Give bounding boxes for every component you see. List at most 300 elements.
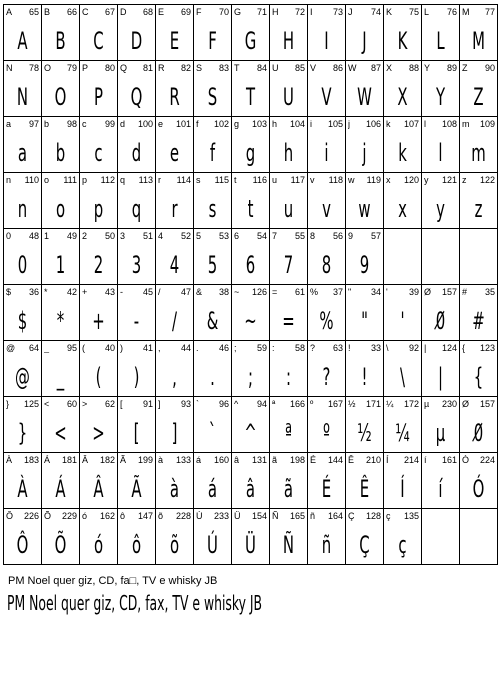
glyph-sample: q xyxy=(131,194,142,223)
glyph-cell xyxy=(421,340,459,396)
glyph-char-label: " xyxy=(348,287,352,297)
glyph-label xyxy=(424,7,457,17)
glyph-label xyxy=(120,119,153,129)
glyph-char-label: g xyxy=(234,119,240,129)
glyph-label xyxy=(272,343,305,353)
glyph-code-label: 45 xyxy=(142,287,153,297)
glyph-code-label: 61 xyxy=(294,287,305,297)
glyph-label xyxy=(196,231,229,241)
glyph-code-label: 44 xyxy=(180,343,191,353)
glyph-code-label: 100 xyxy=(137,119,153,129)
glyph-sample: g xyxy=(245,138,256,167)
glyph-char-label: # xyxy=(462,287,468,297)
glyph-cell xyxy=(269,508,307,565)
glyph-cell xyxy=(269,4,307,60)
glyph-sample: V xyxy=(321,82,332,111)
glyph-code-label: 39 xyxy=(408,287,419,297)
glyph-sample: s xyxy=(208,194,217,223)
glyph-code-label: 34 xyxy=(370,287,381,297)
glyph-code-label: 103 xyxy=(251,119,267,129)
glyph-cell xyxy=(269,172,307,228)
glyph-code-label: 57 xyxy=(370,231,381,241)
glyph-char-label: M xyxy=(462,7,470,17)
glyph-char-label: ¼ xyxy=(386,399,394,409)
glyph-char-label: { xyxy=(462,343,466,353)
glyph-code-label: 119 xyxy=(366,175,381,185)
glyph-sample: Ü xyxy=(245,530,256,559)
glyph-code-label: 51 xyxy=(142,231,153,241)
glyph-cell xyxy=(231,60,269,116)
glyph-char-label: d xyxy=(120,119,126,129)
glyph-label xyxy=(348,63,381,73)
glyph-label xyxy=(462,7,495,17)
glyph-code-label: 53 xyxy=(218,231,229,241)
glyph-code-label: 182 xyxy=(99,455,115,465)
glyph-sample: L xyxy=(436,26,445,55)
glyph-cell xyxy=(155,4,193,60)
glyph-label xyxy=(462,175,495,185)
glyph-sample: D xyxy=(130,26,143,55)
glyph-sample: - xyxy=(133,306,140,335)
glyph-cell xyxy=(193,508,231,565)
glyph-code-label: 128 xyxy=(365,511,381,521)
glyph-code-label: 109 xyxy=(479,119,495,129)
glyph-cell xyxy=(345,508,383,565)
glyph-char-label: C xyxy=(82,7,89,17)
glyph-sample: à xyxy=(169,474,180,503)
glyph-sample: H xyxy=(282,26,295,55)
glyph-cell xyxy=(79,284,117,340)
glyph-label xyxy=(310,63,343,73)
glyph-sample: ô xyxy=(131,530,142,559)
glyph-char-label: = xyxy=(272,287,278,297)
glyph-cell xyxy=(459,284,498,340)
glyph-sample: ; xyxy=(247,362,254,391)
glyph-sample: 4 xyxy=(169,250,180,279)
glyph-char-label: p xyxy=(82,175,88,185)
glyph-code-label: 89 xyxy=(446,63,457,73)
glyph-cell xyxy=(117,452,155,508)
glyph-label xyxy=(120,175,153,185)
glyph-label xyxy=(272,175,305,185)
glyph-char-label: ç xyxy=(386,511,391,521)
glyph-code-label: 80 xyxy=(104,63,115,73)
glyph-label xyxy=(120,511,153,521)
glyph-cell xyxy=(155,172,193,228)
glyph-code-label: 83 xyxy=(218,63,229,73)
glyph-char-label: + xyxy=(82,287,88,297)
glyph-label xyxy=(6,455,39,465)
glyph-sample: Z xyxy=(473,82,484,111)
glyph-label xyxy=(462,287,495,297)
glyph-code-label: 105 xyxy=(327,119,343,129)
glyph-sample: Í xyxy=(400,474,405,503)
glyph-cell xyxy=(421,284,459,340)
glyph-label xyxy=(44,399,77,409)
glyph-cell xyxy=(231,116,269,172)
glyph-code-label: 64 xyxy=(28,343,39,353)
glyph-char-label: 6 xyxy=(234,231,240,241)
glyph-char-label: 3 xyxy=(120,231,126,241)
glyph-char-label: * xyxy=(44,287,48,297)
glyph-cell xyxy=(193,172,231,228)
glyph-cell xyxy=(345,284,383,340)
glyph-label xyxy=(158,63,191,73)
glyph-char-label: K xyxy=(386,7,393,17)
glyph-code-label: 154 xyxy=(251,511,267,521)
glyph-char-label: l xyxy=(424,119,426,129)
glyph-label xyxy=(424,343,457,353)
glyph-cell xyxy=(193,452,231,508)
glyph-char-label: G xyxy=(234,7,242,17)
glyph-sample: { xyxy=(473,362,484,391)
glyph-sample: # xyxy=(472,306,485,335)
glyph-label xyxy=(6,511,39,521)
glyph-label xyxy=(348,399,381,409)
glyph-cell xyxy=(383,172,421,228)
glyph-sample: m xyxy=(471,138,486,167)
glyph-code-label: 135 xyxy=(403,511,419,521)
glyph-label xyxy=(424,455,457,465)
glyph-code-label: 72 xyxy=(294,7,305,17)
glyph-label xyxy=(462,455,495,465)
glyph-sample: Õ xyxy=(54,530,67,559)
glyph-cell xyxy=(155,396,193,452)
glyph-label xyxy=(348,287,381,297)
glyph-code-label: 86 xyxy=(332,63,343,73)
glyph-sample xyxy=(391,245,414,284)
glyph-label xyxy=(234,175,267,185)
glyph-cell xyxy=(155,60,193,116)
glyph-label xyxy=(196,287,229,297)
glyph-sample: u xyxy=(283,194,294,223)
glyph-cell xyxy=(155,284,193,340)
glyph-char-label: V xyxy=(310,63,317,73)
glyph-label xyxy=(158,287,191,297)
glyph-char-label: ( xyxy=(82,343,85,353)
glyph-label xyxy=(310,175,343,185)
glyph-code-label: 75 xyxy=(408,7,419,17)
glyph-code-label: 172 xyxy=(403,399,419,409)
glyph-code-label: 77 xyxy=(484,7,495,17)
glyph-code-label: 133 xyxy=(175,455,191,465)
glyph-char-label: / xyxy=(158,287,161,297)
glyph-sample: e xyxy=(169,138,180,167)
glyph-code-label: 110 xyxy=(24,175,39,185)
glyph-code-label: 66 xyxy=(66,7,77,17)
glyph-sample: Q xyxy=(130,82,143,111)
glyph-cell xyxy=(459,228,498,284)
glyph-sample: @ xyxy=(15,362,30,391)
glyph-code-label: 59 xyxy=(256,343,267,353)
glyph-label xyxy=(44,287,77,297)
glyph-cell xyxy=(421,4,459,60)
glyph-char-label: k xyxy=(386,119,391,129)
glyph-cell xyxy=(307,508,345,565)
glyph-cell xyxy=(269,452,307,508)
glyph-code-label: 71 xyxy=(256,7,267,17)
glyph-label xyxy=(272,511,305,521)
glyph-char-label: Ú xyxy=(196,511,203,521)
glyph-label xyxy=(310,399,343,409)
glyph-char-label: A xyxy=(6,7,13,17)
glyph-sample: À xyxy=(17,474,28,503)
glyph-cell xyxy=(307,452,345,508)
glyph-char-label: W xyxy=(348,63,357,73)
glyph-label xyxy=(44,119,77,129)
glyph-label xyxy=(82,511,115,521)
glyph-cell xyxy=(459,172,498,228)
glyph-sample: Ê xyxy=(359,474,370,503)
glyph-sample: b xyxy=(55,138,66,167)
glyph-code-label: 91 xyxy=(142,399,153,409)
glyph-sample: ½ xyxy=(357,418,372,447)
glyph-char-label: Ó xyxy=(462,455,470,465)
glyph-char-label: Z xyxy=(462,63,468,73)
glyph-code-label: 52 xyxy=(180,231,191,241)
glyph-code-label: 228 xyxy=(175,511,191,521)
glyph-char-label: Í xyxy=(386,455,389,465)
glyph-label xyxy=(234,399,267,409)
glyph-sample: t xyxy=(247,194,254,223)
glyph-char-label: b xyxy=(44,119,50,129)
glyph-code-label: 33 xyxy=(370,343,381,353)
glyph-cell xyxy=(79,4,117,60)
glyph-sample: _ xyxy=(56,362,65,391)
glyph-sample: , xyxy=(172,362,177,391)
glyph-label xyxy=(82,287,115,297)
glyph-label xyxy=(424,119,457,129)
glyph-label xyxy=(310,511,343,521)
glyph-char-label: J xyxy=(348,7,353,17)
glyph-sample: E xyxy=(169,26,180,55)
glyph-sample: õ xyxy=(169,530,180,559)
glyph-sample: = xyxy=(282,306,295,335)
glyph-cell xyxy=(421,452,459,508)
glyph-label xyxy=(348,455,381,465)
glyph-code-label: 107 xyxy=(403,119,419,129)
glyph-code-label: 84 xyxy=(256,63,267,73)
glyph-cell xyxy=(79,340,117,396)
glyph-code-label: 90 xyxy=(484,63,495,73)
glyph-cell xyxy=(421,396,459,452)
glyph-char-label: t xyxy=(234,175,237,185)
glyph-sample: \ xyxy=(399,362,406,391)
glyph-char-label: ^ xyxy=(234,399,239,409)
glyph-cell xyxy=(117,116,155,172)
glyph-char-label: À xyxy=(6,455,13,465)
glyph-cell xyxy=(3,452,41,508)
glyph-code-label: 40 xyxy=(104,343,115,353)
glyph-sample: z xyxy=(474,194,483,223)
glyph-sample: Á xyxy=(55,474,66,503)
glyph-label xyxy=(310,343,343,353)
glyph-char-label: w xyxy=(348,175,355,185)
glyph-label xyxy=(82,175,115,185)
glyph-sample: C xyxy=(93,26,104,55)
glyph-cell xyxy=(307,4,345,60)
glyph-label xyxy=(44,175,77,185)
glyph-cell xyxy=(193,396,231,452)
glyph-sample: 7 xyxy=(283,250,294,279)
glyph-label xyxy=(424,175,457,185)
glyph-char-label: B xyxy=(44,7,51,17)
glyph-label xyxy=(272,7,305,17)
glyph-sample: 2 xyxy=(93,250,104,279)
glyph-cell xyxy=(79,228,117,284)
glyph-cell xyxy=(383,396,421,452)
glyph-code-label: 164 xyxy=(327,511,343,521)
glyph-char-label: Ñ xyxy=(272,511,279,521)
glyph-code-label: 50 xyxy=(104,231,115,241)
glyph-sample: F xyxy=(208,26,217,55)
glyph-cell xyxy=(459,60,498,116)
glyph-cell xyxy=(117,284,155,340)
glyph-cell xyxy=(269,116,307,172)
glyph-char-label: Y xyxy=(424,63,431,73)
glyph-code-label: 102 xyxy=(213,119,229,129)
glyph-code-label: 96 xyxy=(218,399,229,409)
glyph-sample: µ xyxy=(435,418,446,447)
glyph-label xyxy=(196,343,229,353)
glyph-label xyxy=(386,343,419,353)
glyph-cell xyxy=(421,116,459,172)
glyph-label xyxy=(424,287,457,297)
glyph-cell xyxy=(3,284,41,340)
glyph-cell xyxy=(269,340,307,396)
glyph-char-label: ñ xyxy=(310,511,316,521)
glyph-sample: 5 xyxy=(207,250,218,279)
glyph-label xyxy=(348,119,381,129)
glyph-code-label: 124 xyxy=(441,343,457,353)
glyph-code-label: 70 xyxy=(218,7,229,17)
glyph-cell xyxy=(345,452,383,508)
glyph-char-label: X xyxy=(386,63,393,73)
glyph-code-label: 117 xyxy=(290,175,305,185)
glyph-cell xyxy=(269,228,307,284)
glyph-label xyxy=(196,63,229,73)
glyph-code-label: 54 xyxy=(256,231,267,241)
glyph-char-label: 9 xyxy=(348,231,354,241)
glyph-cell xyxy=(41,508,79,565)
glyph-char-label: à xyxy=(158,455,164,465)
glyph-label xyxy=(462,343,495,353)
glyph-cell xyxy=(41,452,79,508)
glyph-cell xyxy=(345,116,383,172)
glyph-cell xyxy=(459,340,498,396)
glyph-label xyxy=(310,455,343,465)
glyph-label xyxy=(310,119,343,129)
glyph-cell xyxy=(459,396,498,452)
glyph-char-label: > xyxy=(82,399,88,409)
glyph-sample: y xyxy=(436,194,445,223)
glyph-sample: 0̸ xyxy=(473,418,484,447)
glyph-cell xyxy=(79,508,117,565)
glyph-cell xyxy=(117,396,155,452)
glyph-cell xyxy=(421,172,459,228)
glyph-code-label: 56 xyxy=(332,231,343,241)
glyph-cell xyxy=(307,340,345,396)
glyph-label xyxy=(120,7,153,17)
glyph-sample: ( xyxy=(95,362,102,391)
glyph-label xyxy=(234,511,267,521)
glyph-char-label: µ xyxy=(424,399,430,409)
glyph-sample: 8 xyxy=(321,250,332,279)
glyph-label xyxy=(120,399,153,409)
glyph-sample: p xyxy=(93,194,104,223)
glyph-label xyxy=(348,7,381,17)
glyph-char-label: Ø xyxy=(462,399,470,409)
glyph-char-label: ; xyxy=(234,343,237,353)
glyph-label xyxy=(234,63,267,73)
glyph-code-label: 147 xyxy=(137,511,153,521)
glyph-code-label: 166 xyxy=(289,399,305,409)
glyph-label xyxy=(120,455,153,465)
glyph-code-label: 167 xyxy=(327,399,343,409)
glyph-char-label: D xyxy=(120,7,127,17)
glyph-sample: ã xyxy=(283,474,294,503)
glyph-code-label: 67 xyxy=(104,7,115,17)
glyph-code-label: 101 xyxy=(175,119,191,129)
glyph-char-label: 5 xyxy=(196,231,202,241)
glyph-sample: M xyxy=(472,26,485,55)
glyph-sample: 0 xyxy=(17,250,28,279)
glyph-char-label: ' xyxy=(386,287,388,297)
glyph-char-label: : xyxy=(272,343,275,353)
glyph-code-label: 229 xyxy=(61,511,77,521)
glyph-sample: U xyxy=(283,82,294,111)
glyph-label xyxy=(6,399,39,409)
glyph-char-label: | xyxy=(424,343,427,353)
glyph-label xyxy=(120,63,153,73)
glyph-code-label: 99 xyxy=(104,119,115,129)
glyph-char-label: â xyxy=(234,455,240,465)
glyph-label xyxy=(158,119,191,129)
glyph-code-label: 123 xyxy=(479,343,495,353)
glyph-sample: ^ xyxy=(244,418,257,447)
glyph-label xyxy=(386,455,419,465)
glyph-label xyxy=(6,287,39,297)
glyph-cell xyxy=(383,116,421,172)
glyph-code-label: 126 xyxy=(251,287,267,297)
glyph-label xyxy=(6,343,39,353)
glyph-sample: h xyxy=(283,138,294,167)
glyph-code-label: 108 xyxy=(441,119,457,129)
glyph-label xyxy=(386,119,419,129)
glyph-cell xyxy=(3,172,41,228)
sample-text-large: PM Noel quer giz, CD, fax, TV e whisky JB xyxy=(7,591,263,615)
glyph-code-label: 48 xyxy=(28,231,39,241)
glyph-char-label: ] xyxy=(158,399,161,409)
glyph-label xyxy=(196,455,229,465)
glyph-cell xyxy=(231,172,269,228)
glyph-label xyxy=(158,231,191,241)
glyph-label xyxy=(196,511,229,521)
glyph-code-label: 87 xyxy=(370,63,381,73)
glyph-sample: ! xyxy=(361,362,368,391)
glyph-sample: + xyxy=(92,306,105,335)
glyph-sample xyxy=(429,525,452,564)
glyph-cell xyxy=(41,396,79,452)
glyph-code-label: 160 xyxy=(213,455,229,465)
glyph-sample: R xyxy=(169,82,180,111)
glyph-label xyxy=(234,231,267,241)
glyph-char-label: Ê xyxy=(348,455,355,465)
glyph-sample: ' xyxy=(400,306,405,335)
glyph-label xyxy=(82,63,115,73)
glyph-char-label: i xyxy=(310,119,312,129)
glyph-code-label: 93 xyxy=(180,399,191,409)
